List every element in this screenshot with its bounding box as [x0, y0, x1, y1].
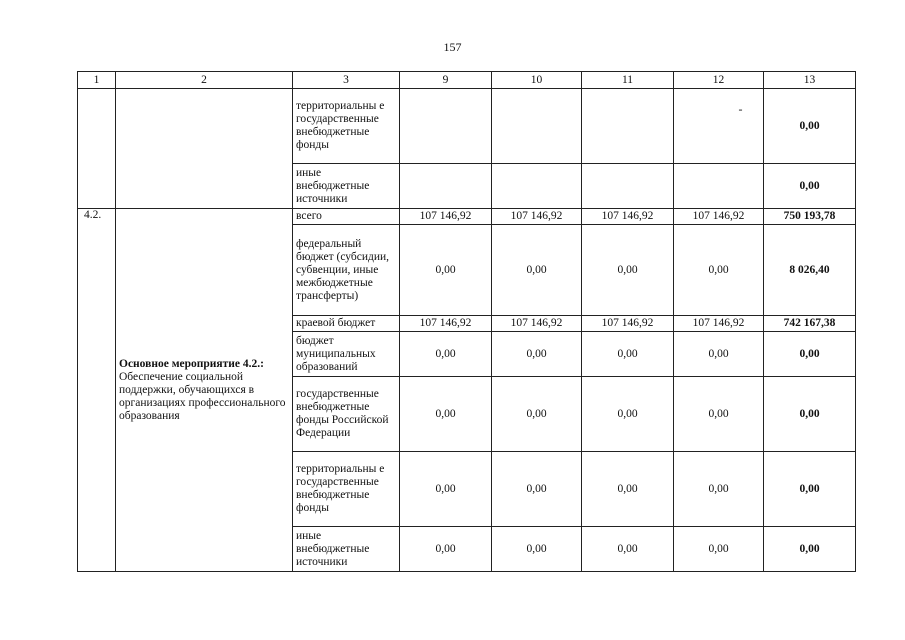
source-cell: территориальны е государственные внебюджетные фонды	[293, 89, 400, 164]
total-cell: 0,00	[764, 527, 856, 572]
empty-cell	[400, 164, 492, 209]
source-cell: краевой бюджет	[293, 316, 400, 332]
empty-cell	[78, 89, 116, 209]
source-cell: бюджет муниципальных образований	[293, 332, 400, 377]
value-cell: 0,00	[674, 527, 764, 572]
value-cell: 0,00	[400, 332, 492, 377]
value-cell: 0,00	[400, 452, 492, 527]
col-header: 2	[116, 72, 293, 89]
measure-name	[116, 209, 293, 572]
col-header: 3	[293, 72, 400, 89]
budget-table	[77, 71, 856, 572]
value-cell: 107 146,92	[492, 316, 582, 332]
value-cell: 107 146,92	[582, 209, 674, 225]
value-cell: 107 146,92	[400, 316, 492, 332]
measure-id: 4.2.	[78, 209, 116, 572]
value-cell: 0,00	[492, 332, 582, 377]
source-cell: иные внебюджетные источники	[293, 527, 400, 572]
value-cell: 107 146,92	[400, 209, 492, 225]
value-cell: 0,00	[492, 377, 582, 452]
empty-cell	[582, 164, 674, 209]
value-cell: 0,00	[582, 377, 674, 452]
value-cell: 0,00	[674, 377, 764, 452]
empty-cell	[582, 89, 674, 164]
value-cell: 107 146,92	[674, 316, 764, 332]
table-row	[78, 209, 856, 225]
total-cell: 8 026,40	[764, 225, 856, 316]
measure-description: Обеспечение социальной поддержки, обучающихся в организациях профессионального образования	[119, 370, 286, 422]
source-cell: федеральный бюджет (субсидии, субвенции, иные межбюджетные трансферты)	[293, 225, 400, 316]
total-cell: 742 167,38	[764, 316, 856, 332]
total-cell: 0,00	[764, 377, 856, 452]
source-cell: всего	[293, 209, 400, 225]
source-cell: территориальны е государственные внебюджетные фонды	[293, 452, 400, 527]
value-cell: 107 146,92	[582, 316, 674, 332]
page-number: 157	[443, 40, 462, 54]
value-cell: 0,00	[674, 225, 764, 316]
header-row	[78, 72, 856, 89]
source-cell: иные внебюджетные источники	[293, 164, 400, 209]
total-cell: 0,00	[764, 452, 856, 527]
value-cell: 0,00	[674, 452, 764, 527]
table-row	[78, 89, 856, 164]
value-cell: 107 146,92	[674, 209, 764, 225]
value-cell: 0,00	[582, 332, 674, 377]
measure-title: Основное мероприятие 4.2.:	[119, 357, 264, 370]
empty-cell	[116, 89, 293, 209]
col-header: 12	[674, 72, 764, 89]
col-header: 11	[582, 72, 674, 89]
value-cell: 0,00	[582, 452, 674, 527]
value-cell: 0,00	[674, 332, 764, 377]
total-cell: 750 193,78	[764, 209, 856, 225]
empty-cell	[400, 89, 492, 164]
value-cell: 0,00	[400, 225, 492, 316]
value-cell: 107 146,92	[492, 209, 582, 225]
source-cell: государственные внебюджетные фонды Российской Федерации	[293, 377, 400, 452]
value-cell: 0,00	[582, 225, 674, 316]
total-cell: 0,00	[764, 89, 856, 164]
value-cell: 0,00	[582, 527, 674, 572]
value-cell	[674, 89, 764, 164]
empty-cell	[674, 164, 764, 209]
empty-cell	[492, 89, 582, 164]
total-cell: 0,00	[764, 164, 856, 209]
col-header: 9	[400, 72, 492, 89]
empty-cell	[492, 164, 582, 209]
col-header: 13	[764, 72, 856, 89]
value-cell: 0,00	[492, 452, 582, 527]
col-header: 1	[78, 72, 116, 89]
value-cell: 0,00	[492, 527, 582, 572]
col-header: 10	[492, 72, 582, 89]
total-cell: 0,00	[764, 332, 856, 377]
value-cell: 0,00	[400, 527, 492, 572]
value-cell: 0,00	[400, 377, 492, 452]
dash-mark: -	[738, 102, 743, 116]
value-cell: 0,00	[492, 225, 582, 316]
